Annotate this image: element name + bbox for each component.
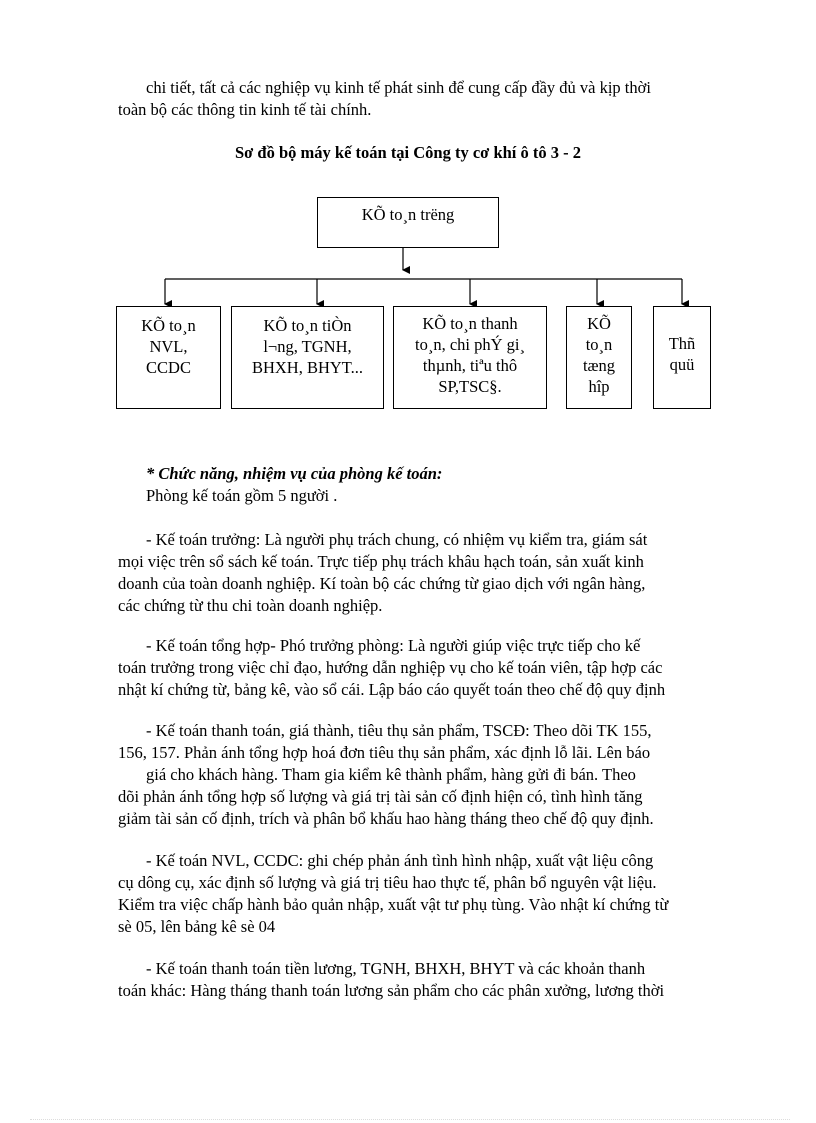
paragraph-line: toán khác: Hàng tháng thanh toán lương sản phẩm cho các phân xưởng, lương thời	[118, 981, 665, 1000]
org-box-line: KÕ to¸n tiÒn	[263, 316, 352, 335]
paragraph-line: - Kế toán thanh toán, giá thành, tiêu thụ sản phẩm, TSCĐ: Theo dõi TK 155,	[146, 721, 652, 740]
org-box-line: tæng	[582, 356, 616, 375]
paragraph-line: cụ dông cụ, xác định số lượng và giá trị tiêu hao thực tế, phân bổ nguyên vật liệu.	[118, 873, 657, 892]
org-box-line: BHXH, BHYT...	[251, 358, 364, 377]
diagram-title: Sơ đồ bộ máy kế toán tại Công ty cơ khí ô tô 3 - 2	[234, 143, 581, 162]
intro-line-2: toàn bộ các thông tin kinh tế tài chính.	[118, 100, 372, 119]
paragraph-line: - Kế toán trưởng: Là người phụ trách chung, có nhiệm vụ kiểm tra, giám sát	[146, 530, 648, 549]
paragraph-line: dõi phản ánh tổng hợp số lượng và giá trị tài sản cố định hiện có, tình hình tăng	[118, 787, 643, 806]
org-box-line: Thñ	[668, 334, 696, 353]
org-box-chief-accountant	[317, 197, 499, 248]
org-box-payment-cost-accountant	[393, 306, 547, 409]
org-box-line: KÕ to¸n thanh	[422, 314, 518, 333]
page-bottom-divider	[30, 1119, 790, 1120]
org-box-label: KÕ to¸n trëng	[361, 205, 455, 224]
section-intro: Phòng kế toán gồm 5 người .	[146, 486, 338, 505]
section-heading: * Chức năng, nhiệm vụ của phòng kế toán:	[146, 464, 443, 483]
paragraph-line: doanh của toàn doanh nghiệp. Kí toàn bộ các chứng từ giao dịch với ngân hàng,	[118, 574, 646, 593]
org-box-line: l¬ng, TGNH,	[263, 337, 352, 356]
org-box-line: CCDC	[146, 358, 191, 377]
intro-line-1: chi tiết, tất cả các nghiệp vụ kinh tế phát sinh để cung cấp đầy đủ và kịp thời	[146, 78, 651, 97]
paragraph-line: - Kế toán tổng hợp- Phó trưởng phòng: Là người giúp việc trực tiếp cho kế	[146, 636, 641, 655]
paragraph-line: - Kế toán NVL, CCDC: ghi chép phản ánh tình hình nhập, xuất vật liệu công	[146, 851, 654, 870]
org-box-payroll-accountant	[231, 306, 384, 409]
paragraph-line: Kiểm tra việc chấp hành bảo quản nhập, xuất vật tư phụ tùng. Vào nhật kí chứng từ	[118, 895, 669, 914]
paragraph-line: mọi việc trên sổ sách kế toán. Trực tiếp phụ trách khâu hạch toán, sản xuất kinh	[118, 552, 644, 571]
org-box-line: SP,TSC§.	[438, 377, 502, 396]
org-box-line: to¸n	[585, 335, 613, 354]
org-box-line: hîp	[588, 377, 610, 396]
paragraph-line: - Kế toán thanh toán tiền lương, TGNH, BHXH, BHYT và các khoản thanh	[146, 959, 646, 978]
org-box-line: to¸n, chi phÝ gi¸	[415, 335, 525, 354]
paragraph-line: các chứng từ thu chi toàn doanh nghiệp.	[118, 596, 383, 615]
paragraph-line: toán trưởng trong việc chỉ đạo, hướng dẫn nghiệp vụ cho kế toán viên, tập hợp các	[118, 658, 663, 677]
org-box-line: KÕ to¸n	[141, 316, 196, 335]
paragraph-line: giá cho khách hàng. Tham gia kiểm kê thành phẩm, hàng gửi đi bán. Theo	[146, 765, 636, 784]
org-box-materials-accountant	[116, 306, 221, 409]
org-box-general-accountant	[566, 306, 632, 409]
org-box-line: NVL,	[149, 337, 188, 356]
paragraph-line: giảm tài sản cố định, trích và phân bổ khấu hao hàng tháng theo chế độ quy định.	[118, 809, 654, 828]
org-box-cashier	[653, 306, 711, 409]
org-box-line: quü	[669, 355, 695, 374]
org-box-line: KÕ	[587, 314, 611, 333]
paragraph-line: sè 05, lên bảng kê sè 04	[118, 917, 276, 936]
paragraph-line: 156, 157. Phản ánh tổng hợp hoá đơn tiêu thụ sản phẩm, xác định lỗ lãi. Lên báo	[118, 743, 651, 762]
org-box-line: thµnh, tiªu thô	[422, 356, 518, 375]
paragraph-line: nhật kí chứng từ, bảng kê, vào sổ cái. Lập báo cáo quyết toán theo chế độ quy định	[118, 680, 666, 699]
